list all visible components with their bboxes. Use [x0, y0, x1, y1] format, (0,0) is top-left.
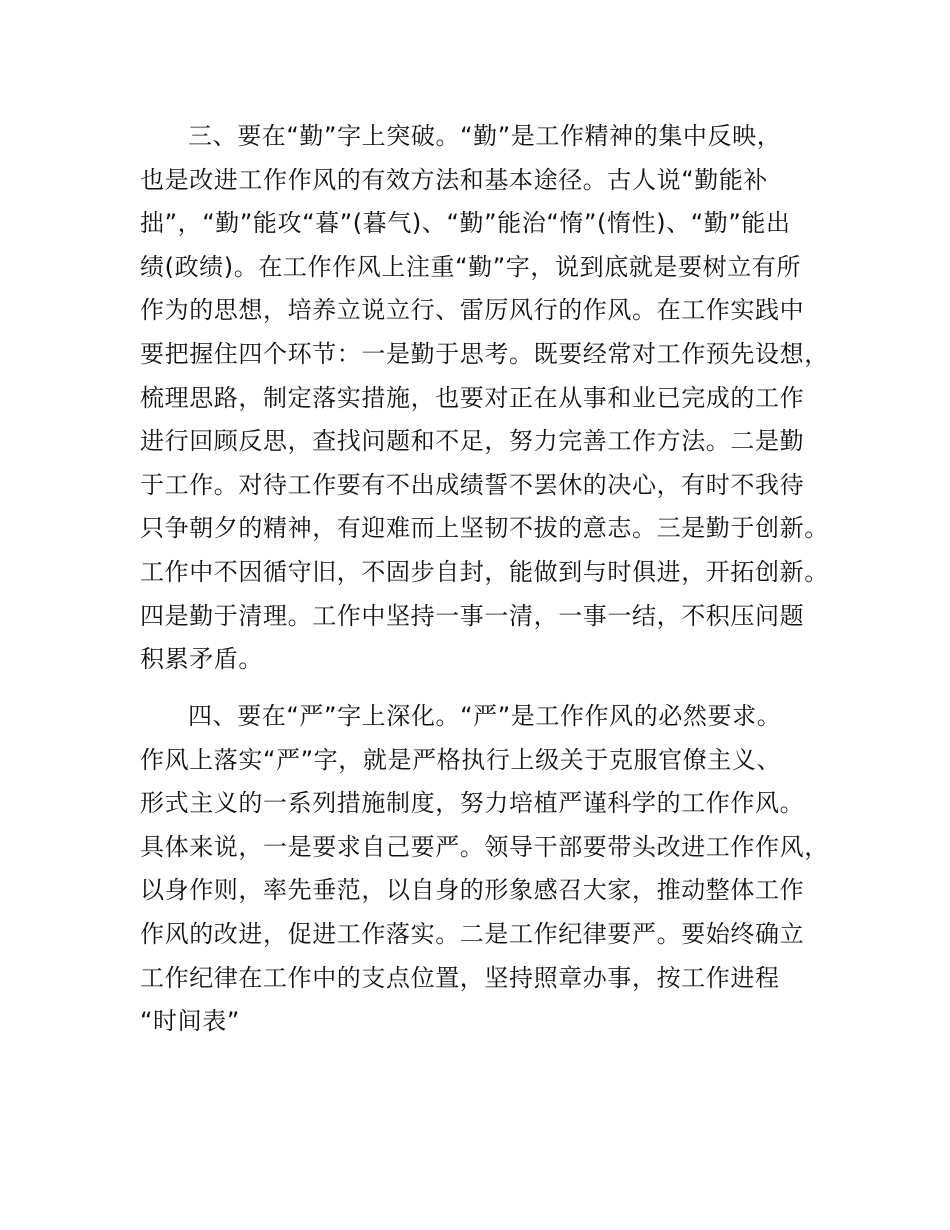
paragraph-line: 也是改进工作作风的有效方法和基本途径。古人说“勤能补 — [140, 165, 769, 194]
paragraph-qin — [140, 115, 840, 682]
paragraph-line: 绩(政绩)。在工作作风上注重“勤”字，说到底就是要树立有所 — [140, 252, 801, 281]
paragraph-line: 作风的改进，促进工作落实。二是工作纪律要严。要始终确立 — [140, 919, 805, 948]
paragraph-line: 作为的思想，培养立说立行、雷厉风行的作风。在工作实践中 — [140, 296, 805, 325]
paragraph-line: 只争朝夕的精神，有迎难而上坚韧不拔的意志。三是勤于创新。 — [140, 514, 829, 543]
paragraph-line: 积累矛盾。 — [140, 645, 263, 674]
paragraph-line: 以身作则，率先垂范，以自身的形象感召大家，推动整体工作 — [140, 876, 805, 905]
paragraph-line: “时间表” — [140, 1007, 240, 1036]
paragraph-line: 工作纪律在工作中的支点位置，坚持照章办事，按工作进程 — [140, 963, 780, 992]
paragraph-line: 进行回顾反思，查找问题和不足，努力完善工作方法。二是勤 — [140, 427, 805, 456]
paragraph-line: 四是勤于清理。工作中坚持一事一清，一事一结，不积压问题 — [140, 601, 805, 630]
paragraph-line: 具体来说，一是要求自己要严。领导干部要带头改进工作作风， — [140, 832, 829, 861]
paragraph-line: 拙”，“勤”能攻“暮”(暮气)、“勤”能治“惰”(惰性)、“勤”能出 — [140, 209, 791, 238]
paragraph-line: 四、要在“严”字上深化。“严”是工作作风的必然要求。 — [188, 702, 782, 730]
paragraph-line: 要把握住四个环节：一是勤于思考。既要经常对工作预先设想， — [140, 339, 829, 368]
paragraph-yan — [140, 695, 840, 1044]
paragraph-line: 形式主义的一系列措施制度，努力培植严谨科学的工作作风。 — [140, 789, 805, 818]
paragraph-line: 于工作。对待工作要有不出成绩誓不罢休的决心，有时不我待 — [140, 470, 805, 499]
paragraph-line: 梳理思路，制定落实措施，也要对正在从事和业已完成的工作 — [140, 383, 805, 412]
paragraph-line: 三、要在“勤”字上突破。“勤”是工作精神的集中反映， — [188, 122, 782, 150]
paragraph-line: 工作中不因循守旧，不固步自封，能做到与时俱进，开拓创新。 — [140, 557, 829, 586]
paragraph-line: 作风上落实“严”字，就是严格执行上级关于克服官僚主义、 — [140, 745, 782, 774]
